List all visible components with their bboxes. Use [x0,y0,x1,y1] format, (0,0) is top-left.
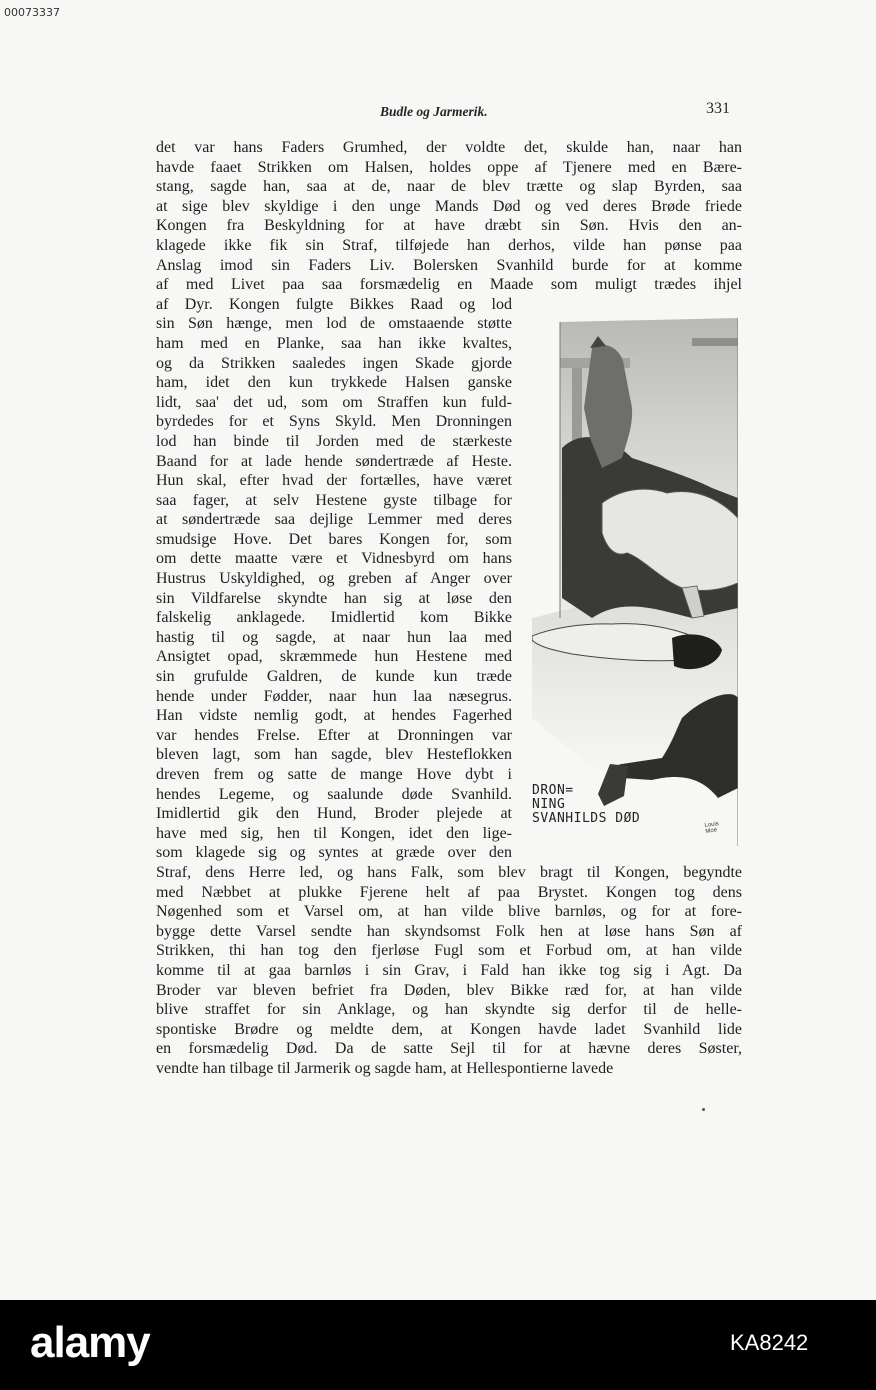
signature-line: Moe [705,827,718,835]
caption-line: NING [532,797,566,812]
text-line: vendte han tilbage til Jarmerik og sagde ham, at Hellespontierne lavede [156,1059,614,1077]
text-line: Hustrus Uskyldighed, og greben af Anger over [156,570,512,588]
text-line: en forsmædelig Død. Da de satte Sejl til for at hævne deres Søster, [156,1040,742,1058]
text-line: sin Vildfarelse skyndte han sig at løse den [156,589,512,607]
text-line: hastig til og sagde, at naar hun laa med [156,628,512,646]
text-line: hendes Legeme, og saalunde døde Svanhild. [156,785,512,803]
text-line: stang, sagde han, saa at de, naar de blev trætte og slap Byrden, saa [156,178,742,196]
text-line: at søndertræde saa dejlige Lemmer med deres [156,511,512,529]
text-line: Anslag imod sin Faders Liv. Bolersken Svanhild burde for at komme [156,256,742,274]
text-line: bleven lagt, som han sagde, blev Hesteflokken [156,746,512,764]
text-line: med Næbbet at plukke Fjerene helt af paa Brystet. Kongen tog dens [156,883,742,901]
text-line: have med sig, hen til Kongen, idet den lige- [156,824,512,842]
text-line: det var hans Faders Grumhed, der voldte det, skulde han, naar han [156,139,742,156]
text-line: ham, idet den kun trykkede Halsen ganske [156,374,512,392]
text-line: af Dyr. Kongen fulgte Bikkes Raad og lod [156,295,512,313]
text-line: dreven frem og satte de mange Hove dybt i [156,766,512,783]
text-line: Ansigtet opad, skræmmede hun Hestene med [156,648,512,666]
artist-signature [704,821,720,835]
text-line: klagede ikke fik sin Straf, tilføjede han derhos, vilde han pønse paa [156,236,742,254]
text-line: sin Søn hænge, men lod de omstaaende støtte [156,315,512,333]
text-line: byrdedes for et Syns Skyld. Men Dronningen [156,413,512,431]
caption-line: DRON= [532,783,574,798]
text-line: smudsige Hove. Det bares Kongen for, som [156,530,512,548]
horses-illustration [532,318,738,846]
running-title: Budle og Jarmerik. [380,104,488,119]
text-line: om dette maatte være et Vidnesbyrd om hans [156,550,512,568]
text-line: Baand for at lade hende søndertræde af Heste. [156,452,512,470]
text-line: af med Livet paa saa forsmædelig en Maade som muligt trædes ihjel [156,276,742,294]
signature-line: Louis [704,821,720,829]
caption-line: SVANHILDS DØD [532,811,641,826]
text-line: Imidlertid gik den Hund, Broder plejede at [156,805,512,823]
text-line: sin grufulde Galdren, de kunde kun træde [156,668,512,686]
watermark-bar [0,1300,876,1390]
page-number: 331 [706,100,730,117]
text-line: Broder var bleven befriet fra Døden, blev Bikke ræd for, at han vilde [156,981,742,999]
text-line: Kongen fra Beskyldning for at have dræbt sin Søn. Hvis den an- [156,217,742,235]
watermark-image-id: KA8242 [730,1330,809,1355]
text-line: blive straffet for sin Anklage, og han skyndte sig derfor til de helle- [156,1001,742,1019]
text-line: falskelig anklagede. Imidlertid kom Bikke [156,609,512,627]
text-line: som klagede sig og syntes at græde over den [156,844,512,862]
text-line: og da Strikken saaledes ingen Skade gjorde [156,354,512,372]
text-line: Hun skal, efter hvad der fortælles, have været [156,472,512,490]
text-line: Nøgenhed som et Varsel om, at han vilde blive barnløs, og for at fore- [156,903,742,921]
text-line: Straf, dens Herre led, og hans Falk, som blev bragt til Kongen, begyndte [156,863,742,881]
text-line: havde faaet Strikken om Halsen, holdes oppe af Tjenere med en Bære- [156,158,742,176]
text-line: var hendes Frelse. Efter at Dronningen var [156,726,512,744]
text-line: komme til at gaa barnløs i sin Grav, i Fald han ikke tog sig i Agt. Da [156,961,742,979]
text-line: spontiske Brødre og meldte dem, at Kongen havde ladet Svanhild lide [156,1020,742,1038]
illustration-caption [532,784,640,826]
text-line: Strikken, thi han tog den fjerløse Fugl som et Forbud om, at han vilde [156,942,742,960]
text-line: bygge dette Varsel sendte han skyndsomst Folk hen at løse hans Søn af [156,922,742,940]
text-line: Han vidste nemlig godt, at hendes Fagerhed [156,707,512,725]
text-line: lidt, saa' det ud, som om Straffen kun fuld- [156,393,512,411]
text-line: saa fager, at selv Hestene gyste tilbage for [156,491,512,509]
speck [702,1108,705,1111]
text-line: at sige blev skyldige i den unge Mands Død og ved deres Brøde friede [156,197,742,215]
text-top [156,138,742,295]
scan-id: 00073337 [4,6,60,19]
text-line: ham med en Planke, saa han ikke kvaltes, [156,334,512,352]
text-bottom [156,863,742,1079]
watermark-logo: alamy [30,1318,150,1367]
text-line: hende under Fødder, naar hun laa næsegrus. [156,687,512,705]
text-line: lod han binde til Jorden med de stærkeste [156,432,512,450]
